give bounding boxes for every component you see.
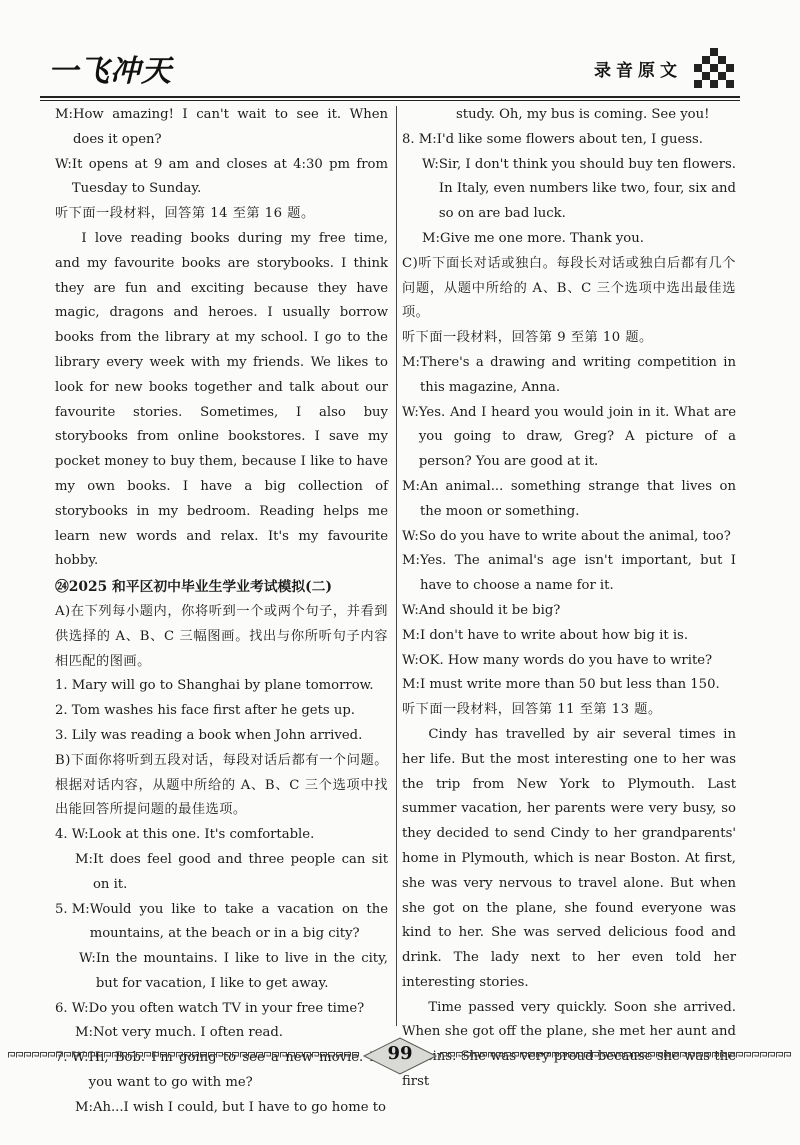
dialogue-line: M: I must write more than 50 but less than 150.	[402, 677, 720, 693]
question-7: you want to go with me?	[88, 1075, 253, 1091]
greek-key-border-icon	[8, 1052, 360, 1058]
instruction: 听下面一段材料，回答第 14 至第 16 题。	[55, 206, 315, 222]
checker-decoration-icon	[694, 48, 740, 88]
dialogue-line: M: Give me one more. Thank you.	[422, 230, 644, 246]
exam-title: ㉔2025 和平区初中毕业生学业考试模拟(二)	[55, 579, 333, 596]
section-c-instructions: C)听下面长对话或独白。每段长对话或独白后都有几个问题，从题中所给的 A、B、C 三个选项中选出最佳选项。	[402, 255, 736, 321]
question-6: 6. W: Do you often watch TV in your free time?	[55, 1000, 365, 1016]
brand-logo: 一飞冲天	[48, 54, 172, 89]
dialogue-line: W: And should it be big?	[402, 602, 561, 618]
page-header	[0, 0, 800, 100]
dialogue-line: M: How amazing! I can't wait to see it. When does it open?	[55, 107, 388, 147]
question-2: 2. Tom washes his face first after he gets up.	[55, 703, 355, 719]
page-number: 99	[387, 1043, 413, 1064]
section-title: 录音原文	[594, 61, 682, 81]
greek-key-border-icon	[440, 1052, 792, 1058]
dialogue-line: W: In the mountains. I like to live in the city, but for vacation, I like to get away.	[79, 951, 388, 991]
header-rule-thin	[40, 100, 740, 101]
exam-number: ㉔	[55, 579, 69, 596]
dialogue-line: W: It opens at 9 am and closes at 4:30 pm from Tuesday to Sunday.	[55, 156, 388, 197]
dialogue-line: M: Ah...I wish I could, but I have to go home to	[75, 1099, 386, 1115]
dialogue-line: M: There's a drawing and writing competition in this magazine, Anna.	[402, 354, 736, 395]
passage: I love reading books during my free time, and my favourite books are storybooks. I think they are fun and exciting because they have magic, dragons and heroes. I usually borrow books from the library at my school. I go to the library every week with my friends. We likes to look for new books together and talk about our favourite stories. Sometimes, I also buy storybooks from online bookstores. I save my pocket money to buy them, because I like to have my own books. I have a big collection of storybooks in my bedroom. Reading helps me learn new words and relax. It's my favourite hobby.	[55, 230, 388, 569]
right-column	[402, 103, 736, 1095]
dialogue-line: M: It does feel good and three people can sit on it.	[75, 851, 388, 892]
dialogue-line: W: So do you have to write about the animal, too?	[402, 528, 731, 544]
dialogue-line: W: Sir, I don't think you should buy ten flowers. In Italy, even numbers like two, four, six and so on are bad luck.	[422, 156, 736, 222]
dialogue-line: M: Not very much. I often read.	[75, 1025, 283, 1041]
header-rule	[40, 96, 740, 98]
dialogue-continuation: study. Oh, my bus is coming. See you!	[456, 107, 710, 122]
passage-paragraph: Cindy has travelled by air several times in her life. But the most interesting one to her was the trip from New York to Plymouth. Last summer vacation, her parents were very busy, so they decided to send Cindy to her grandparents' home in Plymouth, which is near Boston. At first, she was very nervous to travel alone. But when she got on the plane, she found everyone was kind to her. She was served delicious food and drink. The lady next to her even told her interesting stories.	[402, 726, 736, 990]
instruction: 听下面一段材料，回答第 9 至第 10 题。	[402, 330, 653, 346]
dialogue-line: M: An animal... something strange that lives on the moon or something.	[402, 478, 736, 519]
instruction: 听下面一段材料，回答第 11 至第 13 题。	[402, 702, 662, 718]
section-b-instructions: B)下面你将听到五段对话，每段对话后都有一个问题。根据对话内容，从题中所给的 A、B、C 三个选项中找出能回答所提问题的最佳选项。	[55, 752, 388, 818]
question-3: 3. Lily was reading a book when John arrived.	[55, 727, 363, 743]
passage-paragraph: Time passed very quickly. Soon she arrived. When she got off the plane, she met her aunt and first	[402, 999, 736, 1090]
question-8: 8. M: I'd like some flowers about ten, I guess.	[402, 131, 704, 147]
dialogue-line: M: Yes. The animal's age isn't important, but I have to choose a name for it.	[402, 553, 736, 594]
section-a-instructions: A)在下列每小题内，你将听到一个或两个句子，并看到供选择的 A、B、C 三幅图画。找出与你所听句子内容相匹配的图画。	[55, 603, 388, 669]
column-divider	[396, 106, 397, 1026]
question-5: 5. M: Would you like to take a vacation on the mountains, at the beach or in a big city?	[55, 901, 388, 942]
left-column	[55, 103, 388, 1121]
question-4: 4. W: Look at this one. It's comfortable.	[55, 827, 315, 843]
question-1: 1. Mary will go to Shanghai by plane tomorrow.	[55, 678, 374, 694]
dialogue-line: W: Yes. And I heard you would join in it. What are you going to draw, Greg? A picture of a person? You are good at it.	[402, 404, 736, 470]
dialogue-line: M: I don't have to write about how big it is.	[402, 627, 689, 643]
dialogue-line: W: OK. How many words do you have to write?	[402, 652, 713, 668]
